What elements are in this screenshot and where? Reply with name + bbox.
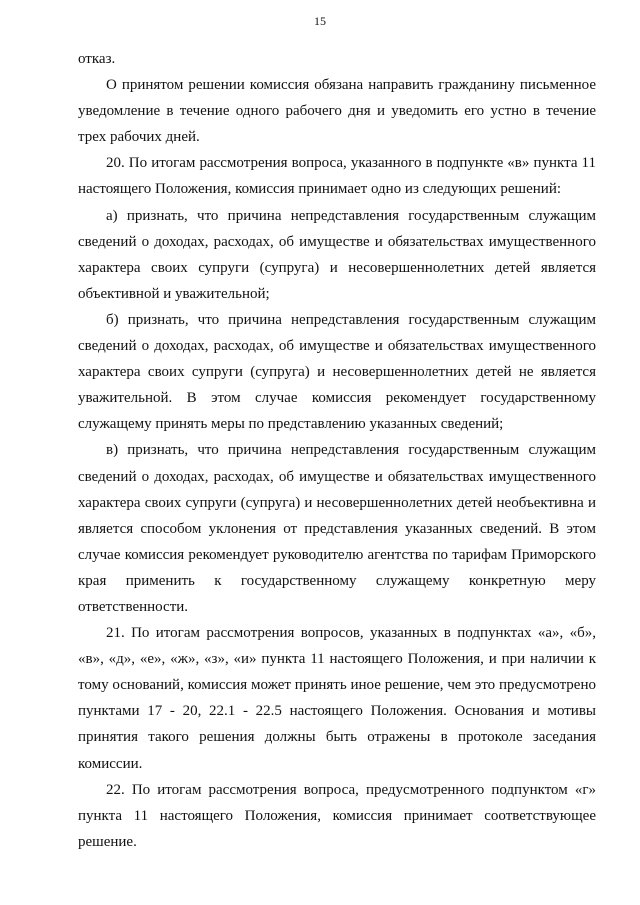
page-number: 15 [314, 14, 326, 28]
paragraph-notification: О принятом решении комиссия обязана направить гражданину письменное уведомление в течение одного рабочего дня и уведомить его устно в течение трех рабочих дней. [78, 77, 596, 146]
paragraph-item-22: 22. По итогам рассмотрения вопроса, предусмотренного подпунктом «г» пункта 11 настоящего Положения, комиссия принимает соответствующее решение. [78, 781, 596, 850]
paragraph-item-21: 21. По итогам рассмотрения вопросов, указанных в подпунктах «а», «б», «в», «д», «е», «ж», «з», «и» пункта 11 настоящего Положения, и при наличии к тому оснований, комиссия может принять иное решение, чем это предусмотрено пунктами 17 - 20, 22.1 - 22.5 настоящего Положения. Основания и мотивы принятия такого решения должны быть отражены в протоколе заседания комиссии. [78, 625, 596, 772]
paragraph-item-20v: в) признать, что причина непредставления государственным служащим сведений о доходах, расходах, об имуществе и обязательствах имущественного характера своих супруги (супруга) и несовершеннолетних детей необъективна и является способом уклонения от представления указанных сведений. В этом случае комиссия рекомендует руководителю агентства по тарифам Приморского края применить к государственному служащему конкретную меру ответственности. [78, 442, 596, 615]
paragraph-item-20b: б) признать, что причина непредставления государственным служащим сведений о доходах, расходах, об имуществе и обязательствах имущественного характера своих супруги (супруга) и несовершеннолетних детей не является уважительной. В этом случае комиссия рекомендует государственному служащему принять меры по представлению указанных сведений; [78, 311, 596, 433]
document-body [78, 46, 596, 855]
paragraph-item-20: 20. По итогам рассмотрения вопроса, указанного в подпункте «в» пункта 11 настоящего Положения, комиссия принимает одно из следующих решений: [78, 155, 596, 198]
paragraph-item-20a: а) признать, что причина непредставления государственным служащим сведений о доходах, расходах, об имуществе и обязательствах имущественного характера своих супруги (супруга) и несовершеннолетних детей является объективной и уважительной; [78, 207, 596, 302]
paragraph-refusal-end: отказ. [78, 51, 116, 67]
